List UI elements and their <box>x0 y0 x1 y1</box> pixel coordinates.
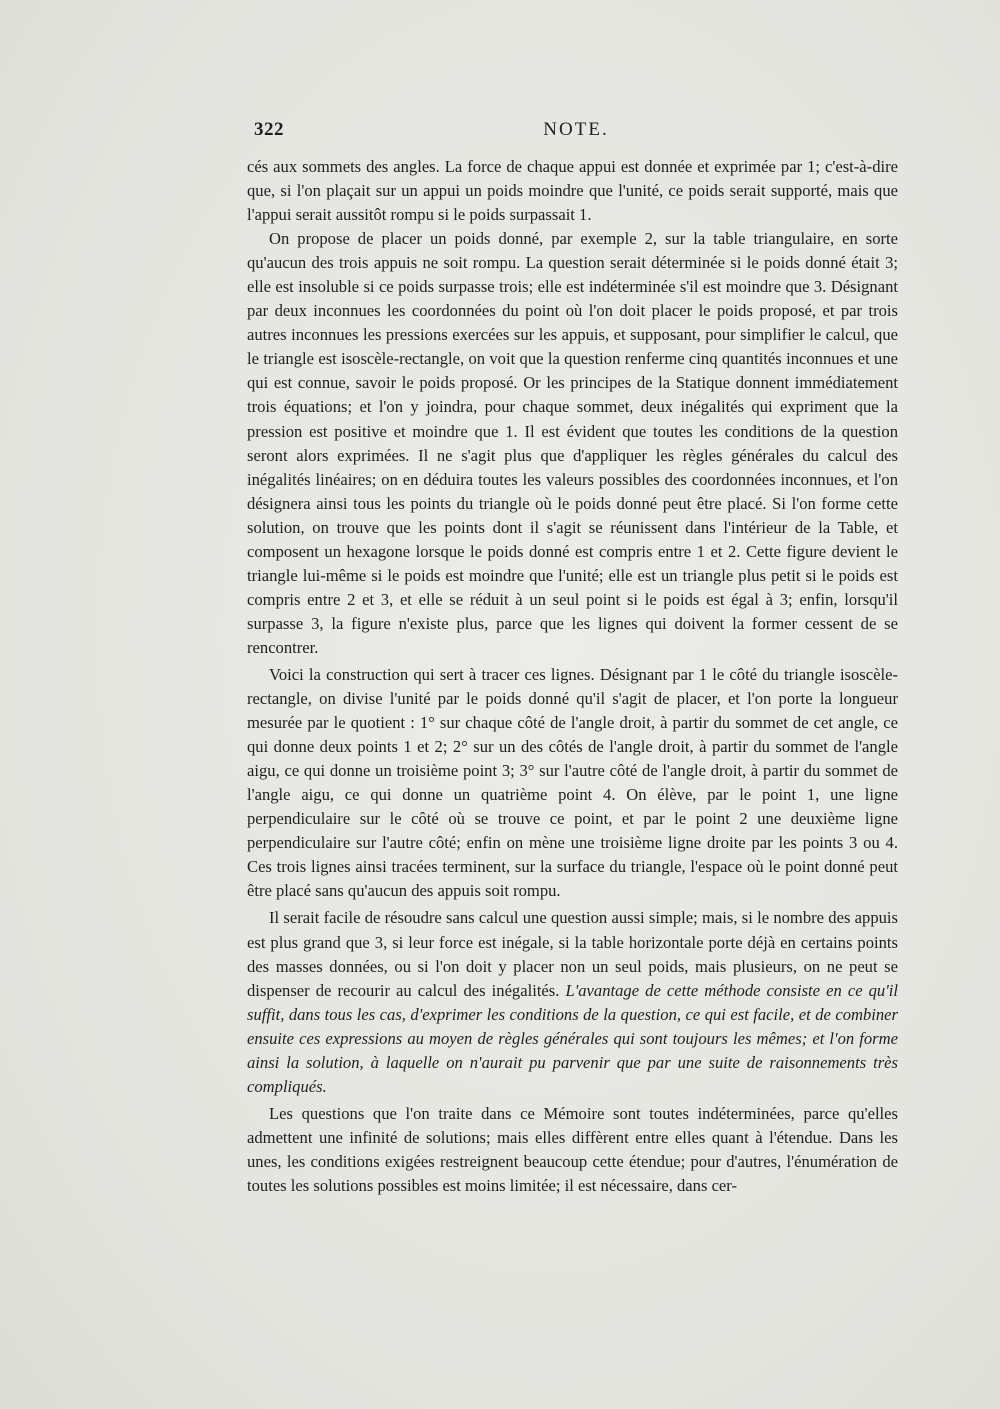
page-number: 322 <box>254 119 284 140</box>
paragraph-4-italic: L'avantage de cette méthode consiste en ce qu'il suffit, dans tous les cas, d'exprimer les conditions de la question, ce qui est facile, et de combiner ensuite ces expressions au moyen de règles générales qui sont toujours les mêmes; et l'on forme ainsi la solution, à laquelle on n'aurait pu parvenir que par une suite de raisonnements très compliqués. <box>247 980 898 1096</box>
body-text <box>247 155 898 1198</box>
page-header <box>254 119 898 141</box>
paragraph-2: On propose de placer un poids donné, par exemple 2, sur la table triangulaire, en sorte qu'aucun des trois appuis ne soit rompu. La question serait déterminée si le poids donné était 3; elle est insoluble si ce poids surpasse trois; elle est indéterminée s'il est moindre que 3. Désignant par deux inconnues les coordonnées du point où l'on doit placer le poids proposé, et par trois autres inconnues les pressions exercées sur les appuis, et supposant, pour simplifier le calcul, que le triangle est isoscèle-rectangle, on voit que la question renferme cinq quantités inconnues et une qui est connue, savoir le poids proposé. Or les principes de la Statique donnent immédiatement trois équations; et l'on y joindra, pour chaque sommet, deux inégalités qui expriment que la pression est positive et moindre que 1. Il est évident que toutes les conditions de la question seront alors exprimées. Il ne s'agit plus que d'appliquer les règles générales du calcul des inégalités linéaires; on en déduira toutes les valeurs possibles des coordonnées inconnues, et l'on désignera ainsi tous les points du triangle où le poids donné peut être placé. Si l'on forme cette solution, on trouve que les points dont il s'agit se réunissent dans l'intérieur de la Table, et composent un hexagone lorsque le poids donné est compris entre 1 et 2. Cette figure devient le triangle lui-même si le poids est moindre que l'unité; elle est un triangle plus petit si le poids est compris entre 2 et 3, et elle se réduit à un seul point si le poids est égal à 3; enfin, lorsqu'il surpasse 3, la figure n'existe plus, parce que les lignes qui doivent la former cessent de se rencontrer. <box>247 229 898 657</box>
paragraph-4 <box>247 906 898 1098</box>
paragraph-3: Voici la construction qui sert à tracer ces lignes. Désignant par 1 le côté du triangle isoscèle-rectangle, on divise l'unité par le poids donné qu'il s'agit de placer, et l'on porte la longueur mesurée par le quotient : 1° sur chaque côté de l'angle droit, à partir du sommet de cet angle, ce qui donne deux points 1 et 2; 2° sur un des côtés de l'angle droit, à partir du sommet de l'angle aigu, ce qui donne un troisième point 3; 3° sur l'autre côté de l'angle droit, à partir du sommet de l'angle aigu, ce qui donne un quatrième point 4. On élève, par le point 1, une ligne perpendiculaire sur le côté où se trouve ce point, et par le point 2 une deuxième ligne perpendiculaire sur l'autre côté; enfin on mène une troisième ligne droite par les points 3 ou 4. Ces trois lignes ainsi tracées terminent, sur la surface du triangle, l'espace où le point donné peut être placé sans qu'aucun des appuis soit rompu. <box>247 664 898 901</box>
paragraph-4-text: Il serait facile de résoudre sans calcul une question aussi simple; mais, si le nombre des appuis est plus grand que 3, si leur force est inégale, si la table horizontale porte déjà en certains points des masses données, ou si l'on doit y placer non un seul poids, mais plusieurs, on ne peut se dispenser de recourir au calcul des inégalités. <box>247 908 898 1000</box>
paragraph-5: Les questions que l'on traite dans ce Mémoire sont toutes indéterminées, parce qu'elles admettent une infinité de solutions; mais elles diffèrent entre elles quant à l'étendue. Dans les unes, les conditions exigées restreignent beaucoup cette étendue; pour d'autres, l'énumération de toutes les solutions possibles est moins limitée; il est nécessaire, dans cer- <box>247 1103 898 1195</box>
paragraph-1: cés aux sommets des angles. La force de chaque appui est donnée et exprimée par 1; c'est-à-dire que, si l'on plaçait sur un appui un poids moindre que l'unité, ce poids serait supporté, mais que l'appui serait aussitôt rompu si le poids surpassait 1. <box>247 157 898 225</box>
running-title: NOTE. <box>543 119 609 140</box>
